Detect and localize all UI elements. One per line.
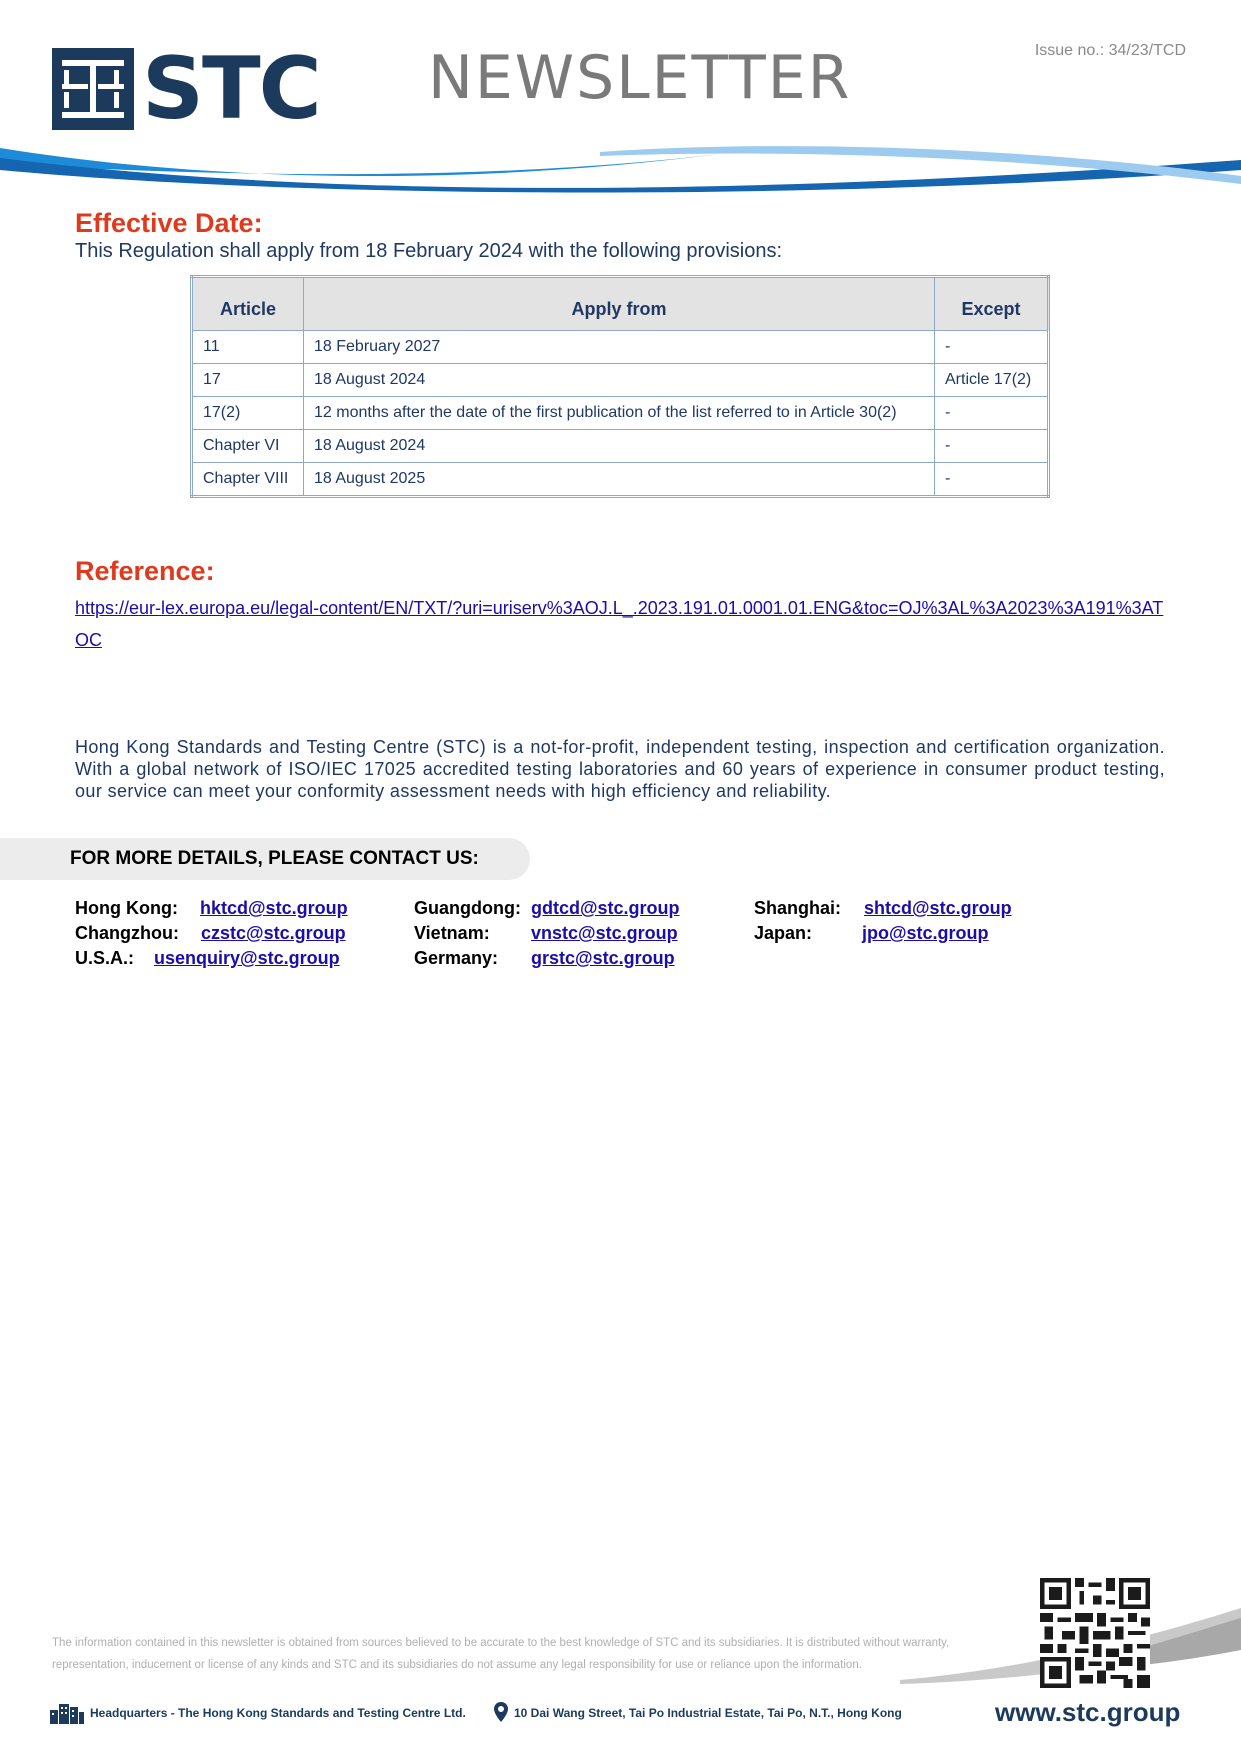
table-row	[192, 430, 1049, 463]
footer-headquarters: Headquarters - The Hong Kong Standards and Testing Centre Ltd.	[90, 1706, 466, 1720]
contact-label-vietnam: Vietnam:	[414, 923, 490, 943]
contact-label-germany: Germany:	[414, 948, 499, 968]
table-cell-article: 17	[192, 364, 304, 397]
effective-date-intro: This Regulation shall apply from 18 February 2024 with the following provisions:	[75, 240, 783, 262]
table-cell-apply-from: 12 months after the date of the first publication of the list referred to in Article 30(2)	[304, 397, 935, 430]
contact-label-japan: Japan:	[754, 923, 813, 943]
contact-email-germany[interactable]: grstc@stc.group	[531, 948, 675, 968]
contact-email-guangdong[interactable]: gdtcd@stc.group	[531, 898, 680, 918]
issue-number: Issue no.: 34/23/TCD	[1034, 42, 1186, 59]
table-cell-article: 17(2)	[192, 397, 304, 430]
contact-email-vietnam[interactable]: vnstc@stc.group	[531, 923, 678, 943]
column-header-except: Except	[935, 277, 1049, 331]
table-cell-apply-from: 18 August 2024	[304, 364, 935, 397]
column-header-article: Article	[192, 277, 304, 331]
contact-email-hong-kong[interactable]: hktcd@stc.group	[200, 898, 348, 918]
footer-website[interactable]: www.stc.group	[995, 1697, 1181, 1727]
table-row	[192, 331, 1049, 364]
table-cell-except: -	[935, 331, 1049, 364]
location-pin-icon	[494, 1702, 508, 1722]
contact-email-shanghai[interactable]: shtcd@stc.group	[864, 898, 1012, 918]
effective-date-heading: Effective Date:	[75, 208, 263, 238]
contact-label-hong-kong: Hong Kong:	[75, 898, 178, 918]
table-cell-article: Chapter VI	[192, 430, 304, 463]
contact-email-changzhou[interactable]: czstc@stc.group	[201, 923, 346, 943]
contact-label-shanghai: Shanghai:	[754, 898, 842, 918]
footer-address: 10 Dai Wang Street, Tai Po Industrial Estate, Tai Po, N.T., Hong Kong	[514, 1706, 902, 1720]
table-cell-apply-from: 18 August 2024	[304, 430, 935, 463]
contact-email-usa[interactable]: usenquiry@stc.group	[154, 948, 340, 968]
table-cell-except: Article 17(2)	[935, 364, 1049, 397]
contact-email-japan[interactable]: jpo@stc.group	[862, 923, 989, 943]
table-cell-article: 11	[192, 331, 304, 364]
header-swoosh-decoration	[0, 140, 1241, 200]
column-header-apply-from: Apply from	[304, 277, 935, 331]
reference-link[interactable]: https://eur-lex.europa.eu/legal-content/EN/TXT/?uri=uriserv%3AOJ.L_.2023.191.01.0001.01.ENG&toc=OJ%3AL%3A2023%3A191%3ATOC	[75, 598, 1164, 650]
reference-heading: Reference:	[75, 556, 215, 586]
building-icon	[50, 1702, 84, 1724]
table-cell-article: Chapter VIII	[192, 463, 304, 497]
table-cell-except: -	[935, 430, 1049, 463]
newsletter-title: NEWSLETTER	[428, 43, 852, 113]
table-row	[192, 397, 1049, 430]
contact-heading: FOR MORE DETAILS, PLEASE CONTACT US:	[70, 848, 479, 869]
table-row	[192, 463, 1049, 497]
contact-label-guangdong: Guangdong:	[414, 898, 521, 918]
about-stc-paragraph: Hong Kong Standards and Testing Centre (STC) is a not-for-profit, independent testing, inspection and certification organization. With a global network of ISO/IEC 17025 accredited testing laboratories and 60 years of experience in consumer product testing, our service can meet your conformity assessment needs with high efficiency and reliability.	[75, 737, 1165, 801]
table-header-row	[192, 277, 1049, 331]
provisions-table	[190, 275, 1050, 498]
table-cell-apply-from: 18 February 2027	[304, 331, 935, 364]
contact-label-usa: U.S.A.:	[75, 948, 135, 968]
table-row	[192, 364, 1049, 397]
stc-logo-mark-icon	[52, 48, 134, 130]
table-cell-apply-from: 18 August 2025	[304, 463, 935, 497]
qr-code-icon	[1040, 1578, 1150, 1688]
stc-logo	[52, 39, 352, 139]
logo-wordmark: STC	[142, 39, 320, 139]
contact-label-changzhou: Changzhou:	[75, 923, 179, 943]
footer-disclaimer: The information contained in this newsletter is obtained from sources believed to be accurate to the best knowledge of STC and its subsidiaries. It is distributed without warranty, representation, inducement or license of any kinds and STC and its subsidiaries do not assume any legal responsibility for use or reliance upon the information.	[52, 1637, 950, 1671]
table-cell-except: -	[935, 397, 1049, 430]
table-cell-except: -	[935, 463, 1049, 497]
